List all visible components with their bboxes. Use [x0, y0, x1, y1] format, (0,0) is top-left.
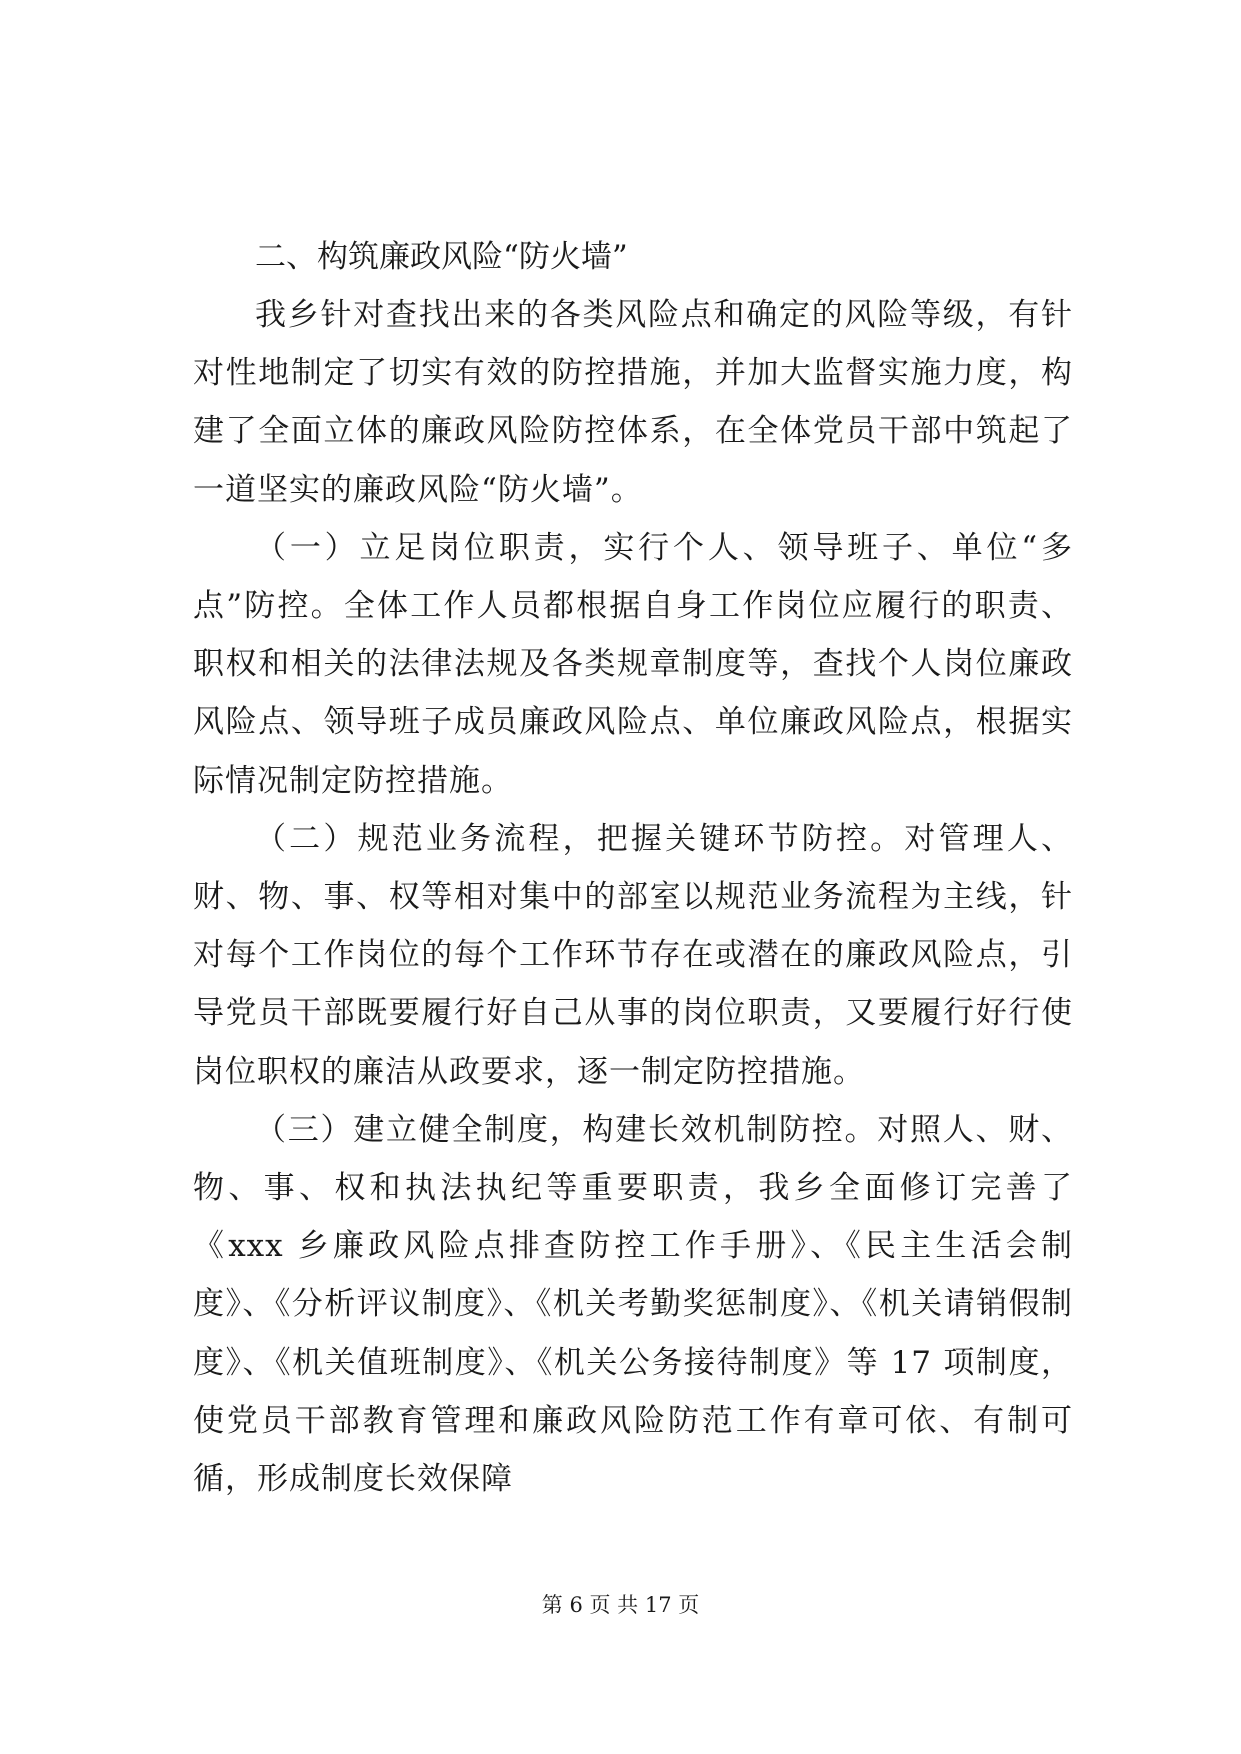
document-body [193, 228, 1073, 1508]
page-number-footer: 第 6 页 共 17 页 [541, 1593, 700, 1617]
section-heading: 二、构筑廉政风险“防火墙” [255, 239, 628, 275]
paragraph-item-3: （三）建立健全制度，构建长效机制防控。对照人、财、物、事、权和执法执纪等重要职责，我乡全面修订完善了《xxx 乡廉政风险点排查防控工作手册》、《民主生活会制度》、《分析评议制度》、《机关考勤奖惩制度》、《机关请销假制度》、《机关值班制度》、《机关公务接待制度》等 17 项制度，使党员干部教育管理和廉政风险防范工作有章可依、有制可循，形成制度长效保障 [193, 1111, 1073, 1498]
paragraph-item-1: （一）立足岗位职责，实行个人、领导班子、单位“多点”防控。全体工作人员都根据自身工作岗位应履行的职责、职权和相关的法律法规及各类规章制度等，查找个人岗位廉政风险点、领导班子成员廉政风险点、单位廉政风险点，根据实际情况制定防控措施。 [193, 529, 1073, 799]
paragraph-item-2: （二）规范业务流程，把握关键环节防控。对管理人、财、物、事、权等相对集中的部室以规范业务流程为主线，针对每个工作岗位的每个工作环节存在或潜在的廉政风险点，引导党员干部既要履行好自己从事的岗位职责，又要履行好行使岗位职权的廉洁从政要求，逐一制定防控措施。 [193, 820, 1073, 1090]
paragraph-intro: 我乡针对查找出来的各类风险点和确定的风险等级，有针对性地制定了切实有效的防控措施，并加大监督实施力度，构建了全面立体的廉政风险防控体系，在全体党员干部中筑起了一道坚实的廉政风险“防火墙”。 [193, 297, 1073, 508]
